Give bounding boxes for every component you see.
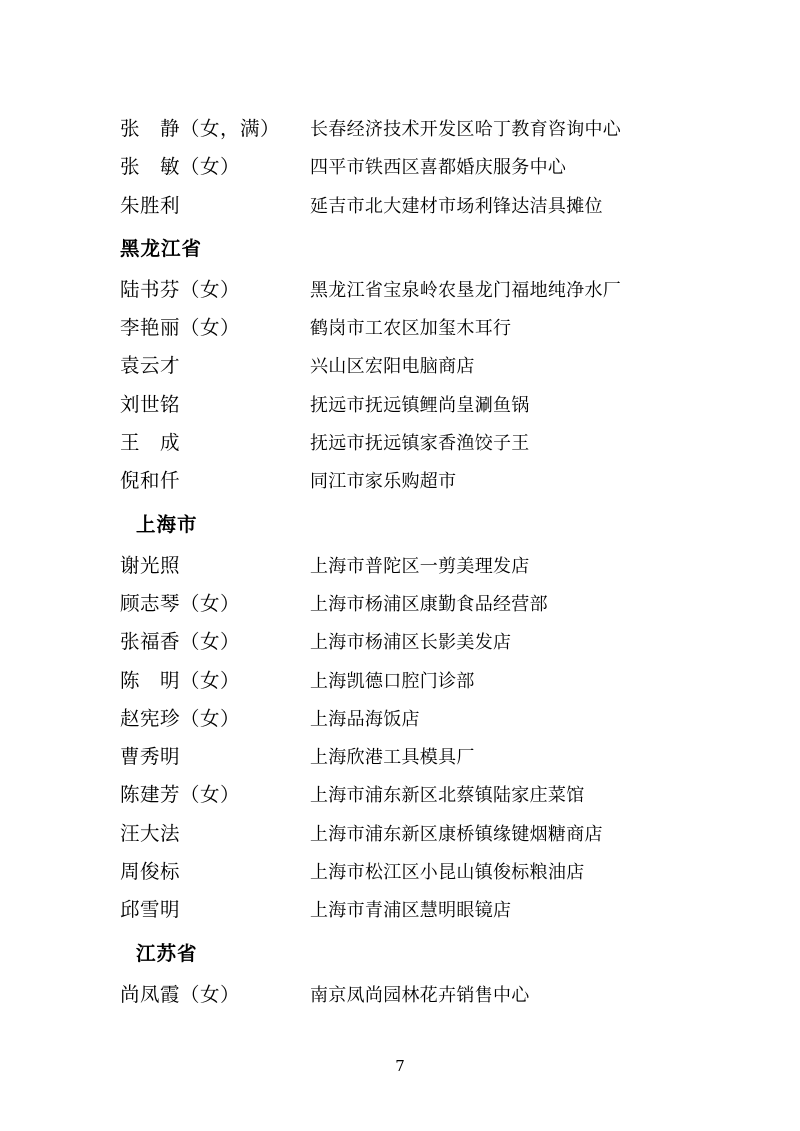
entry-name: 邱雪明 bbox=[120, 898, 181, 922]
entry-organization: 长春经济技术开发区哈丁教育咨询中心 bbox=[310, 119, 622, 140]
list-item bbox=[120, 670, 710, 692]
entry-organization: 延吉市北大建材市场利锋达洁具摊位 bbox=[310, 195, 603, 217]
page-number: 7 bbox=[395, 1057, 405, 1075]
list-item bbox=[120, 432, 710, 454]
entry-organization: 黑龙江省宝泉岭农垦龙门福地纯净水厂 bbox=[310, 279, 622, 301]
entry-name: 汪大法 bbox=[120, 821, 181, 845]
entry-name: 王 成 bbox=[120, 431, 181, 455]
entry-name: 顾志琴（女） bbox=[120, 591, 241, 615]
list-item bbox=[120, 984, 710, 1006]
entry-organization: 南京凤尚园林花卉销售中心 bbox=[310, 984, 530, 1006]
entry-organization: 四平市铁西区喜都婚庆服务中心 bbox=[310, 157, 567, 179]
entry-organization: 上海市杨浦区康勤食品经营部 bbox=[310, 593, 548, 615]
entry-organization: 上海凯德口腔门诊部 bbox=[310, 670, 475, 692]
entry-name: 袁云才 bbox=[120, 354, 181, 378]
entry-name: 张 静（女，满） bbox=[120, 117, 281, 140]
entry-name: 李艳丽（女） bbox=[120, 316, 241, 340]
entry-name: 朱胜利 bbox=[120, 193, 181, 217]
list-item bbox=[120, 708, 710, 730]
list-item bbox=[120, 555, 710, 577]
entry-name: 陆书芬（女） bbox=[120, 277, 241, 301]
section-heading: 黑龙江省 bbox=[120, 236, 203, 260]
list-item bbox=[120, 861, 710, 883]
entry-organization: 上海市青浦区慧明眼镜店 bbox=[310, 900, 512, 922]
entry-name: 尚凤霞（女） bbox=[120, 982, 241, 1006]
list-item bbox=[120, 899, 710, 921]
document-content bbox=[120, 118, 710, 1005]
entry-organization: 兴山区宏阳电脑商店 bbox=[310, 356, 475, 378]
entry-organization: 上海市松江区小昆山镇俊标粮油店 bbox=[310, 862, 585, 884]
list-item bbox=[120, 823, 710, 845]
list-item bbox=[120, 317, 710, 339]
list-item bbox=[120, 355, 710, 377]
entry-name: 张 敏（女） bbox=[120, 155, 241, 179]
entry-organization: 上海市浦东新区康桥镇缘键烟糖商店 bbox=[310, 823, 603, 845]
list-item bbox=[120, 394, 710, 416]
list-item bbox=[120, 631, 710, 653]
section-heading: 江苏省 bbox=[136, 941, 198, 965]
entry-organization: 抚远市抚远镇鲤尚皇涮鱼锅 bbox=[310, 394, 530, 416]
list-item bbox=[120, 746, 710, 768]
entry-organization: 上海品海饭店 bbox=[310, 708, 420, 730]
entry-name: 张福香（女） bbox=[120, 630, 241, 654]
list-item bbox=[120, 118, 710, 140]
section-heading: 上海市 bbox=[136, 512, 198, 536]
entry-organization: 上海市浦东新区北蔡镇陆家庄菜馆 bbox=[310, 785, 585, 807]
entry-organization: 上海市普陀区一剪美理发店 bbox=[310, 555, 530, 577]
entry-name: 周俊标 bbox=[120, 860, 181, 884]
list-item bbox=[120, 784, 710, 806]
entry-organization: 鹤岗市工农区加玺木耳行 bbox=[310, 318, 512, 340]
entry-name: 赵宪珍（女） bbox=[120, 706, 241, 730]
entry-name: 倪和仟 bbox=[120, 469, 181, 493]
entry-name: 陈建芳（女） bbox=[120, 783, 241, 807]
list-item bbox=[120, 593, 710, 615]
entry-organization: 同江市家乐购超市 bbox=[310, 471, 457, 493]
entry-name: 刘世铭 bbox=[120, 392, 181, 416]
entry-organization: 上海市杨浦区长影美发店 bbox=[310, 632, 512, 654]
list-item bbox=[120, 470, 710, 492]
entry-organization: 抚远市抚远镇家香渔饺子王 bbox=[310, 433, 530, 455]
entry-name: 陈 明（女） bbox=[120, 668, 241, 692]
list-item bbox=[120, 279, 710, 301]
entry-organization: 上海欣港工具模具厂 bbox=[310, 747, 475, 769]
entry-name: 曹秀明 bbox=[120, 745, 181, 769]
entry-name: 谢光照 bbox=[120, 553, 181, 577]
list-item bbox=[120, 195, 710, 217]
list-item bbox=[120, 156, 710, 178]
